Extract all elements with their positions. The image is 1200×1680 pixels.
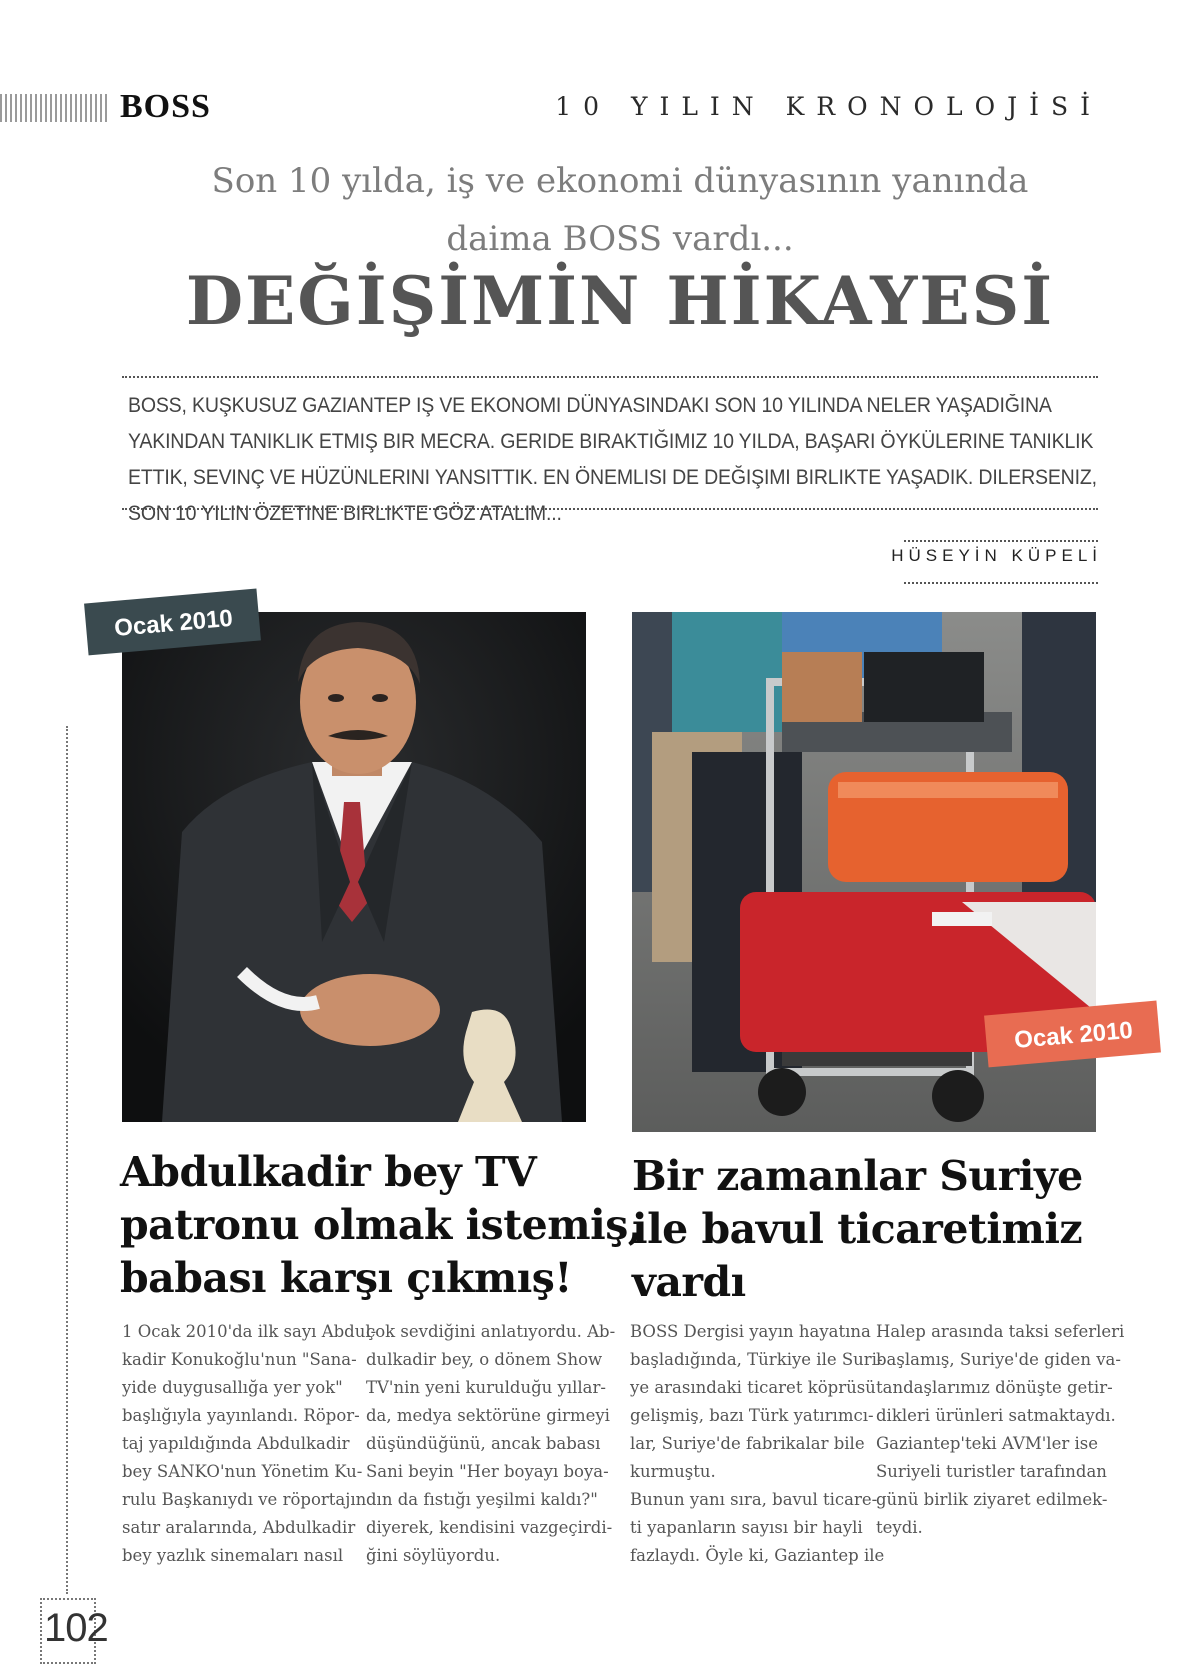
text-line: Suriyeli turistler tarafından (876, 1462, 1107, 1481)
date-tag: Ocak 2010 (84, 589, 261, 656)
text-line: 1 Ocak 2010'da ilk sayı Abdul- (122, 1322, 377, 1341)
text-line: rulu Başkanıydı ve röportajın (122, 1490, 367, 1509)
text-line: BOSS Dergisi yayın hayatına (630, 1322, 871, 1341)
headline-line: Bir zamanlar Suriye (632, 1152, 1083, 1200)
date-tag: Ocak 2010 (984, 1001, 1161, 1068)
text-line: gelişmiş, bazı Türk yatırımcı- (630, 1406, 874, 1425)
section-title: 10 YILIN KRONOLOJİSİ (555, 92, 1102, 121)
text-line: dın da fıstığı yeşilmi kaldı?" (366, 1490, 598, 1509)
text-line: Bunun yanı sıra, bavul ticare- (630, 1490, 878, 1509)
text-line: teydi. (876, 1518, 923, 1537)
text-line: başlığıyla yayınlandı. Röpor- (122, 1406, 360, 1425)
magazine-logo: BOSS (120, 88, 211, 125)
divider (122, 376, 1098, 378)
text-line: Gaziantep'teki AVM'ler ise (876, 1434, 1098, 1453)
text-line: başlamış, Suriye'de giden va- (876, 1350, 1121, 1369)
story-body-column (122, 1318, 377, 1570)
story-headline (120, 1146, 642, 1305)
text-line: tandaşlarımız dönüşte getir- (876, 1378, 1113, 1397)
text-line: dikleri ürünleri satmaktaydı. (876, 1406, 1116, 1425)
text-line: ti yapanların sayısı bir hayli (630, 1518, 863, 1537)
text-line: da, medya sektörüne girmeyi (366, 1406, 610, 1425)
page-title: DEĞİŞİMİN HİKAYESİ (185, 262, 1055, 340)
headline-line: Abdulkadir bey TV (120, 1148, 537, 1196)
story-body-column (630, 1318, 885, 1570)
text-line: ye arasındaki ticaret köprüsü (630, 1378, 876, 1397)
text-line: düşündüğünü, ancak babası (366, 1434, 601, 1453)
text-line: diyerek, kendisini vazgeçirdi- (366, 1518, 613, 1537)
author-divider (904, 582, 1098, 584)
page-number: 102 (44, 1606, 108, 1650)
subtitle (0, 152, 1200, 268)
subtitle-line: daima BOSS vardı... (446, 219, 794, 259)
story-body-column (366, 1318, 616, 1570)
text-line: kadir Konukoğlu'nun "Sana- (122, 1350, 357, 1369)
text-line: yide duygusallığa yer yok" (122, 1378, 343, 1397)
headline-line: patronu olmak istemiş, (120, 1201, 642, 1249)
headline-line: ile bavul ticaretimiz (632, 1205, 1083, 1253)
portrait-illustration (122, 612, 586, 1122)
text-line: fazlaydı. Öyle ki, Gaziantep ile (630, 1546, 885, 1565)
author-divider (904, 540, 1098, 542)
headline-line: vardı (632, 1258, 746, 1306)
text-line: TV'nin yeni kurulduğu yıllar- (366, 1378, 606, 1397)
intro-paragraph: BOSS, KUŞKUSUZ GAZIANTEP IŞ VE EKONOMI DÜNYASINDAKI SON 10 YILINDA NELER YAŞADIĞINA YAKINDAN TANIKLIK ETMIŞ BIR MECRA. GERIDE BIRAKTIĞIMIZ 10 YILDA, BAŞARI ÖYKÜLERINE TANIKLIK ETTIK, SEVINÇ VE HÜZÜNLERINI YANSITTIK. EN ÖNEMLISI DE DEĞIŞIMI BIRLIKTE YAŞADIK. DILERSENIZ, SON 10 YILIN ÖZETINE BIRLIKTE GÖZ ATALIM... (128, 394, 1097, 525)
header-decoration-stripes (0, 94, 108, 122)
text-line: dulkadir bey, o dönem Show (366, 1350, 603, 1369)
portrait-photo (122, 612, 586, 1122)
text-line: bey yazlık sinemaları nasıl (122, 1546, 344, 1565)
text-line: satır aralarında, Abdulkadir (122, 1518, 356, 1537)
headline-line: babası karşı çıkmış! (120, 1254, 572, 1302)
text-line: bey SANKO'nun Yönetim Ku- (122, 1462, 363, 1481)
text-line: taj yapıldığında Abdulkadir (122, 1434, 350, 1453)
text-line: ğini söylüyordu. (366, 1546, 501, 1565)
story-body-column (876, 1318, 1125, 1542)
text-line: Sani beyin "Her boyayı boya- (366, 1462, 609, 1481)
divider (122, 508, 1098, 510)
margin-dotted-line (66, 726, 68, 1594)
text-line: çok sevdiğini anlatıyordu. Ab- (366, 1322, 616, 1341)
text-line: lar, Suriye'de fabrikalar bile (630, 1434, 865, 1453)
text-line: Halep arasında taksi seferleri (876, 1322, 1125, 1341)
story-headline (632, 1150, 1112, 1309)
author-name: HÜSEYİN KÜPELİ (891, 546, 1102, 565)
subtitle-line: Son 10 yılda, iş ve ekonomi dünyasının yanında (211, 161, 1029, 201)
text-line: kurmuştu. (630, 1462, 716, 1481)
text-line: başladığında, Türkiye ile Suri- (630, 1350, 883, 1369)
text-line: günü birlik ziyaret edilmek- (876, 1490, 1108, 1509)
